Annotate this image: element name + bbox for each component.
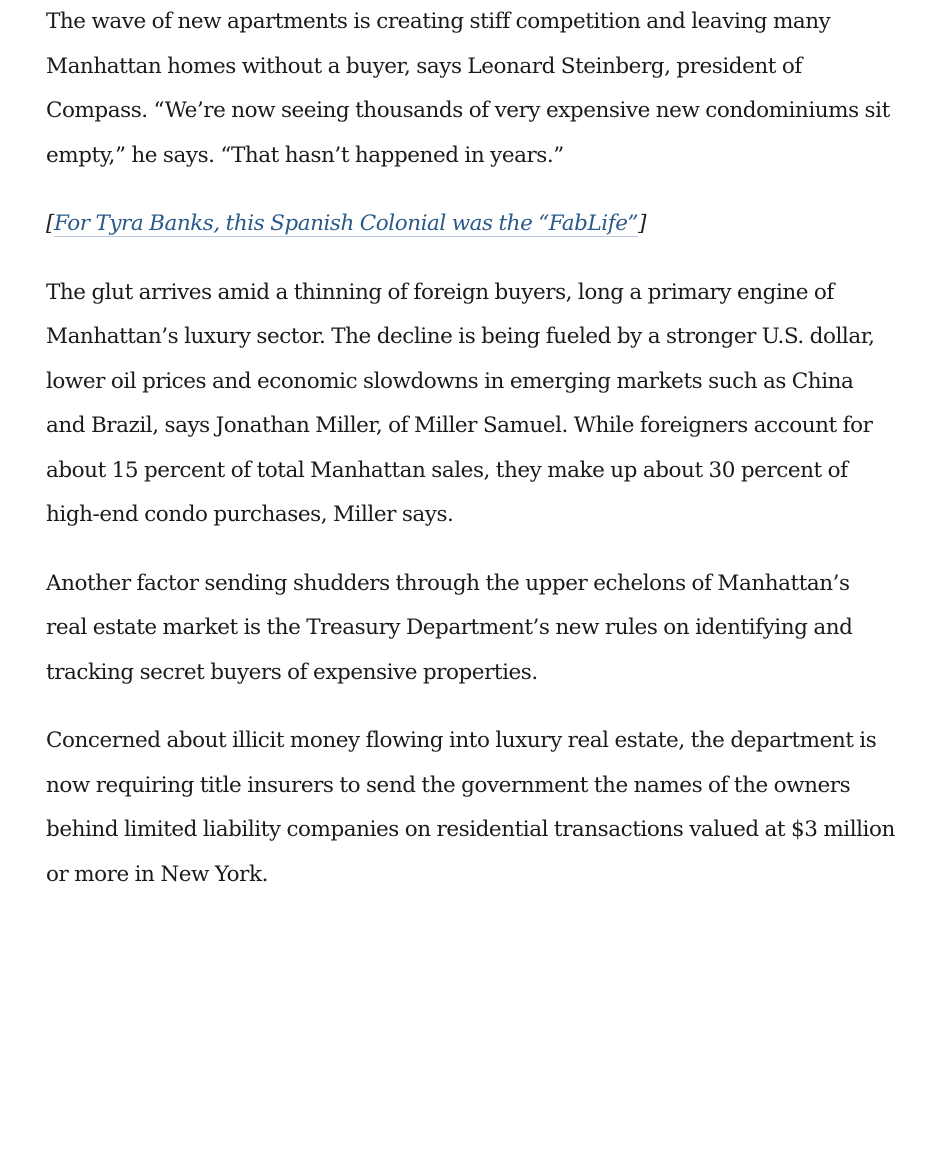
article-paragraph-2: The glut arrives amid a thinning of foreign buyers, long a primary engine of Manhattan’s luxury sector. The decline is being fueled by a stronger U.S. dollar, lower oil prices and economic slowdowns in emerging markets such as China and Brazil, says Jonathan Miller, of Miller Samuel. While foreigners account for about 15 percent of total Manhattan sales, they make up about 30 percent of high-end condo purchases, Miller says.	[46, 279, 875, 527]
related-article-promo	[46, 202, 896, 247]
article-body	[46, 0, 896, 921]
article-paragraph-4: Concerned about illicit money flowing into luxury real estate, the department is now requiring title insurers to send the government the names of the owners behind limited liability companies on residential transactions valued at $3 million or more in New York.	[46, 728, 895, 887]
article-paragraph-3: Another factor sending shudders through the upper echelons of Manhattan’s real estate market is the Treasury Department’s new rules on identifying and tracking secret buyers of expensive properties.	[46, 570, 853, 685]
related-close-bracket: ]	[638, 211, 647, 236]
article-paragraph-1: The wave of new apartments is creating stiff competition and leaving many Manhattan homes without a buyer, says Leonard Steinberg, president of Compass. “We’re now seeing thousands of very expensive new condominiums sit empty,” he says. “That hasn’t happened in years.”	[46, 9, 890, 168]
related-article-link[interactable]: For Tyra Banks, this Spanish Colonial was the “FabLife”	[53, 211, 639, 236]
related-open-bracket: [	[46, 211, 54, 236]
